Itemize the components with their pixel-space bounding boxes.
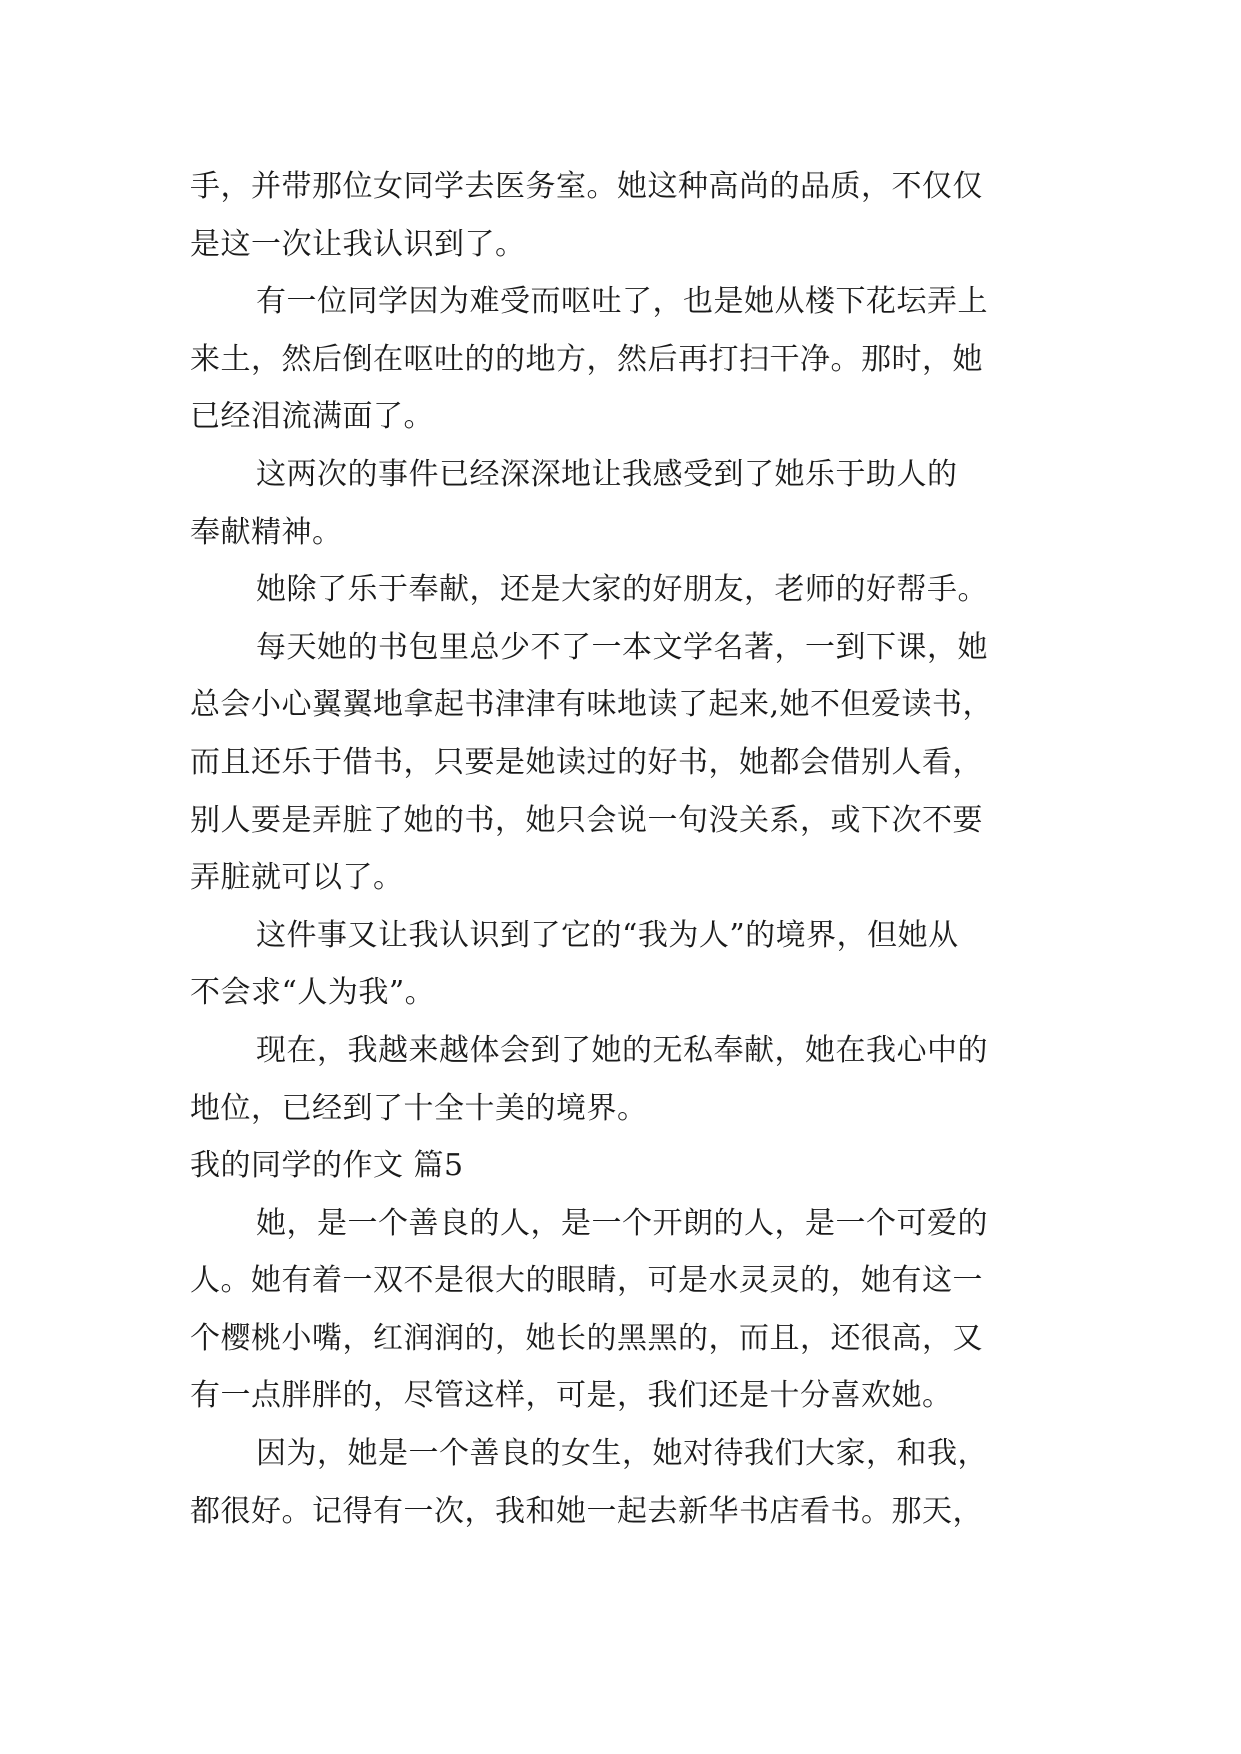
text-line: 是这一次让我认识到了。 <box>190 226 526 262</box>
text-line: 每天她的书包里总少不了一本文学名著，一到下课，她 <box>256 629 988 665</box>
text-line: 来土，然后倒在呕吐的的地方，然后再打扫干净。那时，她 <box>190 341 983 377</box>
text-line: 都很好。记得有一次，我和她一起去新华书店看书。那天， <box>190 1493 983 1529</box>
text-line: 已经泪流满面了。 <box>190 399 434 435</box>
text-line: 奉献精神。 <box>190 514 343 550</box>
text-line: 她，是一个善良的人，是一个开朗的人，是一个可爱的 <box>256 1205 988 1241</box>
text-line: 这两次的事件已经深深地让我感受到了她乐于助人的 <box>256 456 958 492</box>
text-line: 人。她有着一双不是很大的眼睛，可是水灵灵的，她有这一 <box>190 1263 983 1299</box>
text-line: 总会小心翼翼地拿起书津津有味地读了起来,她不但爱读书， <box>190 687 994 723</box>
text-line: 这件事又让我认识到了它的“我为人”的境界，但她从 <box>256 917 959 953</box>
text-line: 她除了乐于奉献，还是大家的好朋友，老师的好帮手。 <box>256 572 988 608</box>
text-line: 因为，她是一个善良的女生，她对待我们大家，和我， <box>256 1436 988 1472</box>
text-line: 而且还乐于借书，只要是她读过的好书，她都会借别人看， <box>190 744 983 780</box>
section-heading: 我的同学的作文 篇5 <box>190 1148 464 1184</box>
text-line: 有一位同学因为难受而呕吐了，也是她从楼下花坛弄上 <box>256 284 988 320</box>
text-line: 别人要是弄脏了她的书，她只会说一句没关系，或下次不要 <box>190 802 983 838</box>
text-line: 地位，已经到了十全十美的境界。 <box>190 1090 648 1126</box>
text-line: 现在，我越来越体会到了她的无私奉献，她在我心中的 <box>256 1032 988 1068</box>
text-line: 手，并带那位女同学去医务室。她这种高尚的品质，不仅仅 <box>190 169 983 204</box>
text-line: 不会求“人为我”。 <box>190 975 436 1011</box>
text-line: 弄脏就可以了。 <box>190 860 404 896</box>
text-line: 有一点胖胖的，尽管这样，可是，我们还是十分喜欢她。 <box>190 1378 953 1414</box>
article-body <box>190 158 1070 1540</box>
text-line: 个樱桃小嘴，红润润的，她长的黑黑的，而且，还很高，又 <box>190 1320 983 1356</box>
